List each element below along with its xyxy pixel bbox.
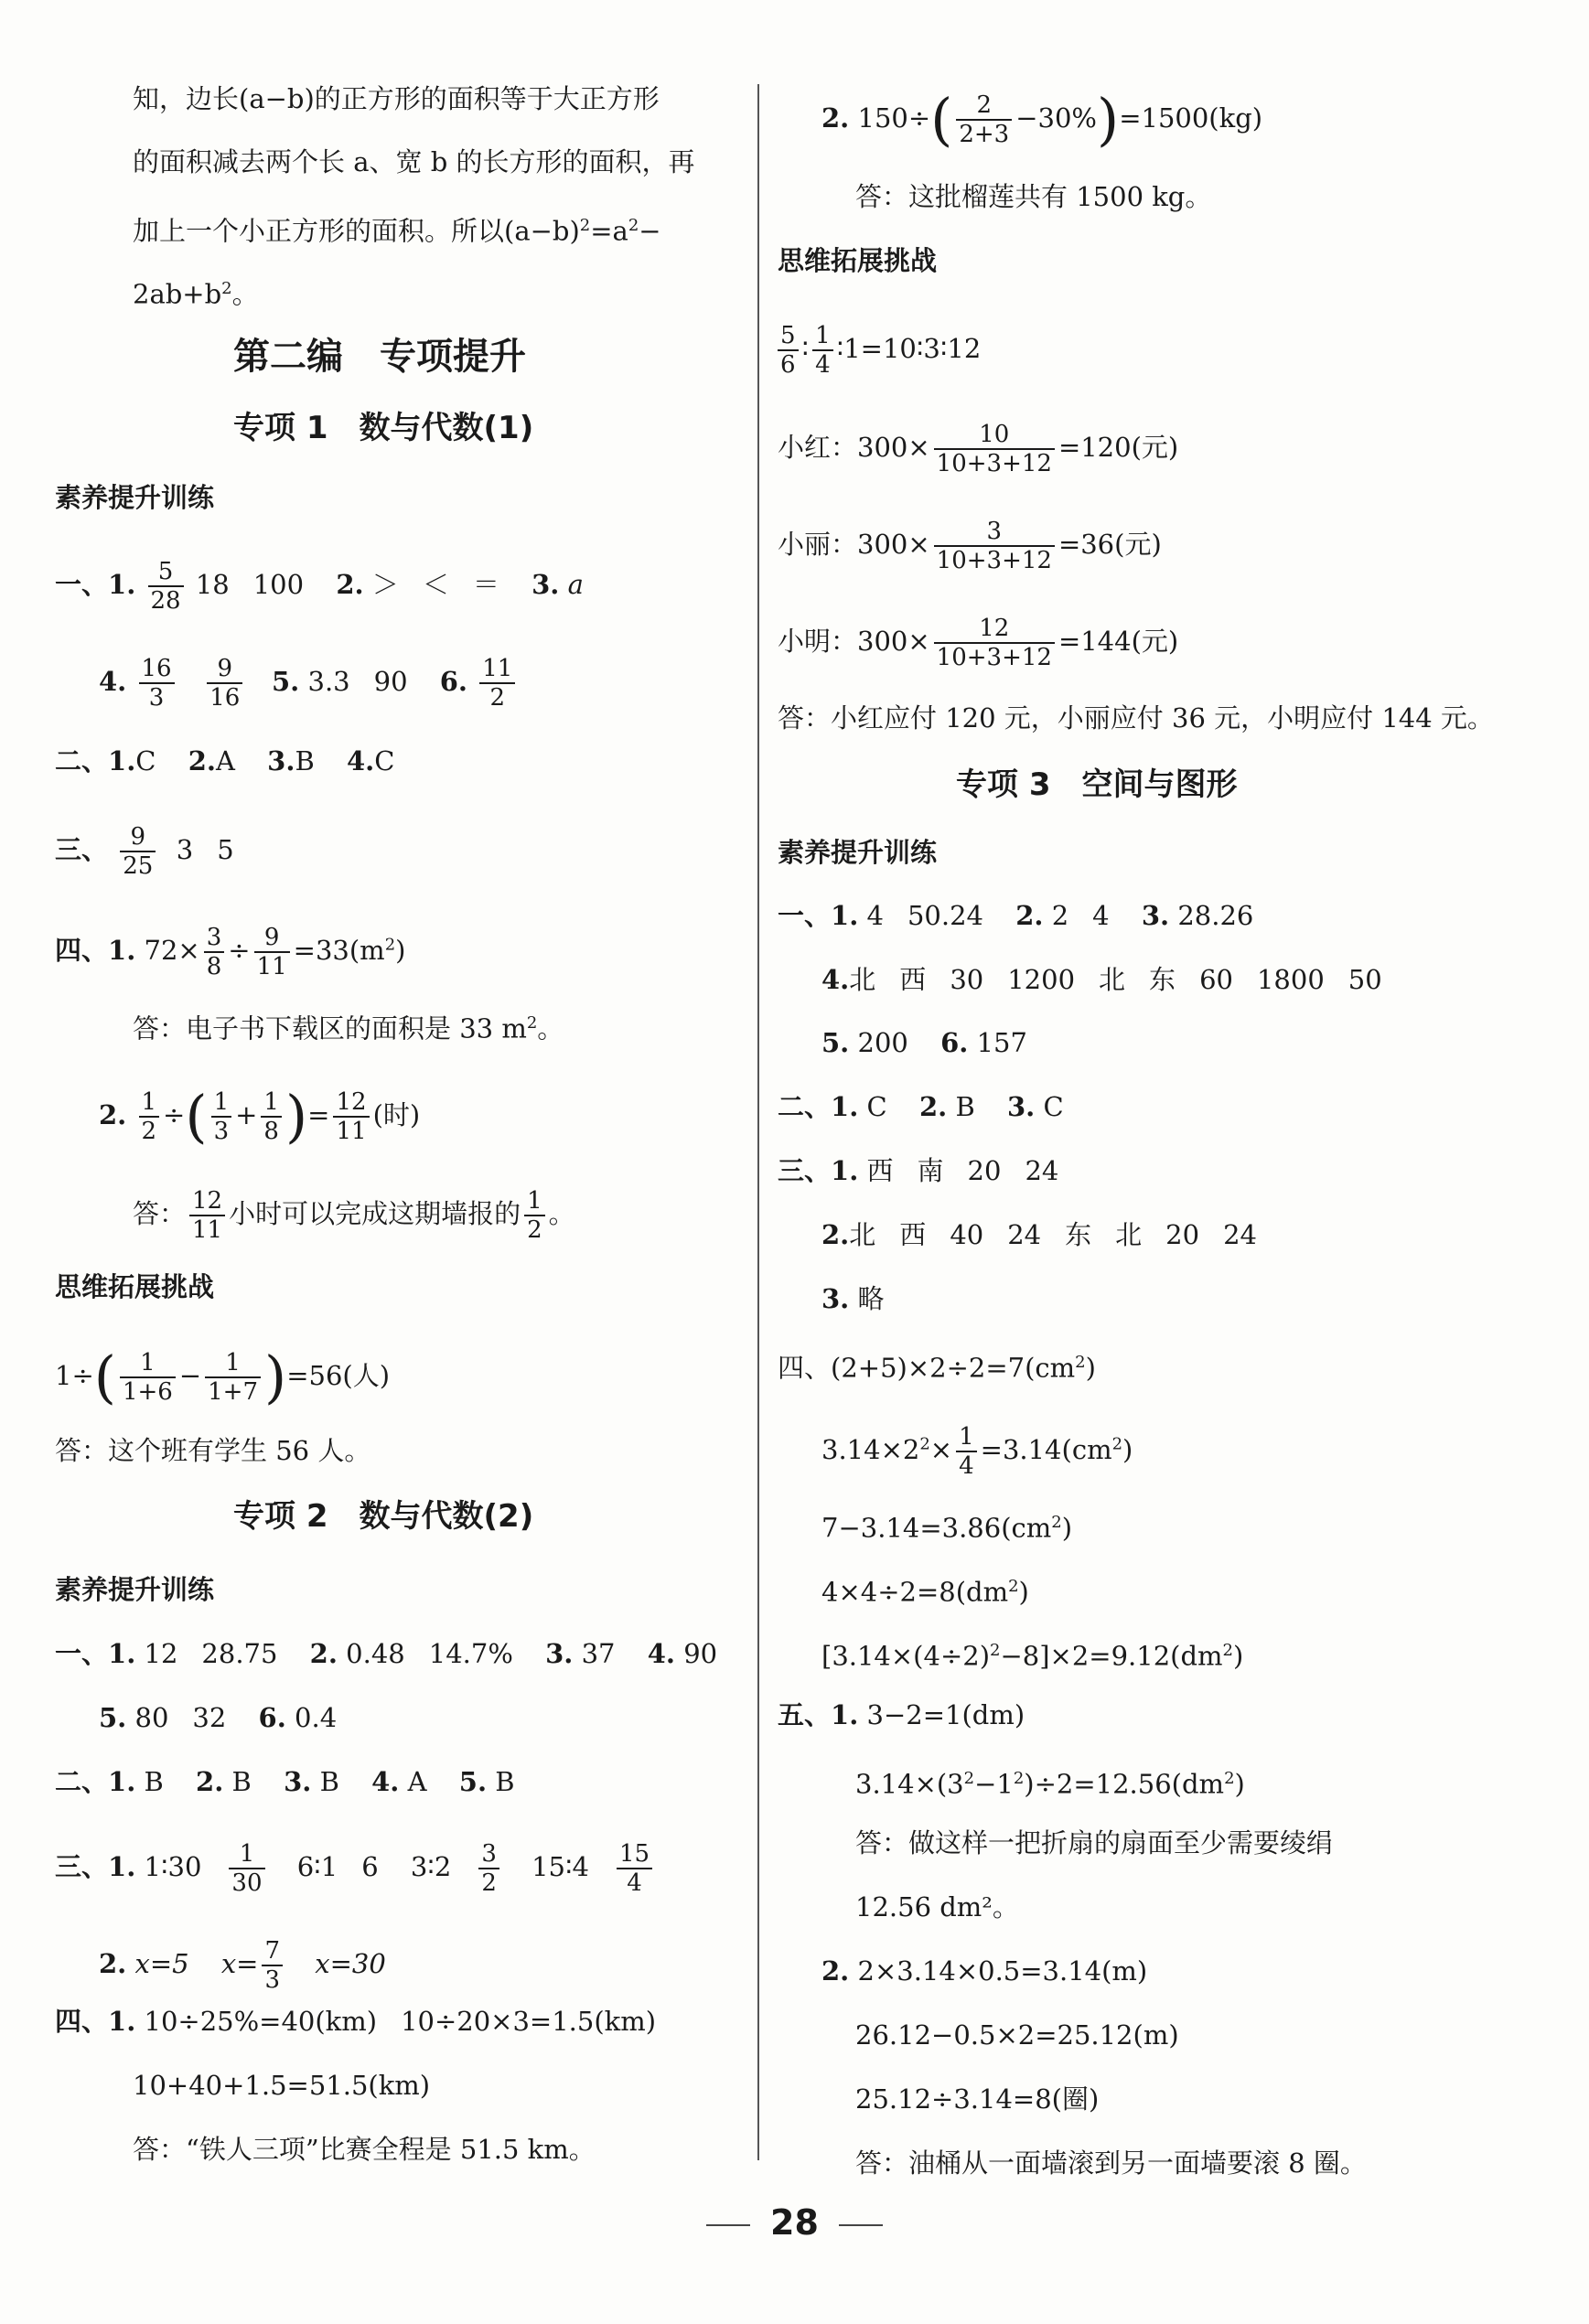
section-3-title: 专项 3 空间与图形	[956, 766, 1238, 803]
s1-answer-line-10: 答：这个班有学生 56 人。	[55, 1435, 371, 1466]
page-number: 28	[770, 2202, 819, 2243]
s2-answer-line-3: 二、1. B 2. B 3. B 4. A 5. B	[55, 1766, 515, 1797]
s3-answer-line-16: 12.56 dm²。	[855, 1891, 1019, 1922]
s3-answer-line-8: 四、$(2+5)\times 2\div 2=7(cm^2)$	[778, 1352, 1096, 1384]
s1-answer-line-4: 三、 $\frac{9}{25}$ 3 5	[55, 823, 234, 880]
s3-answer-line-3: 5. 200 6. 157	[821, 1027, 1027, 1058]
intro-line-4: $2ab+b^2$。	[133, 278, 259, 310]
s3-answer-line-13: 五、1. 3−2=1(dm)	[778, 1699, 1025, 1730]
s2-answer-line-7: 10+40+1.5=51.5(km)	[133, 2070, 431, 2101]
s3-answer-line-4: 二、1. C 2. B 3. C	[778, 1091, 1064, 1122]
column-divider	[757, 84, 759, 2160]
section-1-title: 专项 1 数与代数(1)	[233, 410, 534, 446]
footer-dash-right	[839, 2224, 883, 2226]
s2-answer-line-8: 答：“铁人三项”比赛全程是 51.5 km。	[133, 2134, 596, 2165]
r-answer-line-2: 答：这批榴莲共有 1500 kg。	[855, 181, 1212, 212]
s3-answer-line-18: 26.12−0.5×2=25.12(m)	[855, 2019, 1179, 2051]
s2-answer-line-6: 四、1. 10÷25%=40(km) 10÷20×3=1.5(km)	[55, 2006, 657, 2037]
s3-answer-line-9: $3.14\times 2^2\times$ $\frac{1}{4}$ $=3.14(cm^2)$	[821, 1423, 1133, 1480]
s1-answer-line-8: 答： $\frac{12}{11}$ 小时可以完成这期墙报的 $\frac{1}{2}$ 。	[133, 1187, 575, 1244]
s3-answer-line-1: 一、1. 4 50.24 2. 2 4 3. 28.26	[778, 900, 1254, 931]
s3-answer-line-11: $4\times 4\div 2=8(dm^2)$	[821, 1576, 1029, 1608]
s1-answer-line-3: 二、1.C 2.A 3.B 4.C	[55, 745, 395, 776]
s3-answer-line-2: 4.北 西 30 1200 北 东 60 1800 50	[821, 964, 1382, 995]
s3-answer-line-7: 3. 略	[821, 1283, 885, 1314]
s3-answer-line-17: 2. 2×3.14×0.5=3.14(m)	[821, 1955, 1148, 1987]
intro-line-2: 的面积减去两个长 a、宽 b 的长方形的面积，再	[133, 146, 695, 177]
s1-answer-line-9: 1÷( $\frac{1}{1+6}$ − $\frac{1}{1+7}$ )=56(人)	[55, 1344, 391, 1410]
r-answer-line-3: $\frac{5}{6}$ ∶ $\frac{1}{4}$ ∶1=10∶3∶12	[778, 322, 981, 379]
s1-subtitle-challenge: 思维拓展挑战	[55, 1271, 215, 1302]
s2-answer-line-1: 一、1. 12 28.75 2. 0.48 14.7% 3. 37 4. 90	[55, 1638, 718, 1669]
s3-answer-line-5: 三、1. 西 南 20 24	[778, 1155, 1059, 1186]
r-answer-line-7: 答：小红应付 120 元，小丽应付 36 元，小明应付 144 元。	[778, 702, 1494, 734]
s1-answer-line-2: 4. $\frac{16}{3}$ $\frac{9}{16}$ 5. 3.3 90 6. $\frac{11}{2}$	[99, 655, 519, 712]
s3-answer-line-15: 答：做这样一把折扇的扇面至少需要绫绢	[855, 1827, 1334, 1858]
s3-answer-line-10: $7-3.14=3.86(cm^2)$	[821, 1512, 1073, 1544]
s3-answer-line-6: 2.北 西 40 24 东 北 20 24	[821, 1219, 1257, 1250]
section-2-title: 专项 2 数与代数(2)	[233, 1498, 534, 1535]
r-answer-line-4: 小红：300× $\frac{10}{10+3+12}$ =120(元)	[778, 421, 1179, 477]
s3-answer-line-12: $[3.14\times(4\div 2)^2-8]\times 2=9.12(dm^2)$	[821, 1640, 1244, 1672]
s2-subtitle-training: 素养提升训练	[55, 1574, 215, 1605]
r-answer-line-6: 小明：300× $\frac{12}{10+3+12}$ =144(元)	[778, 615, 1179, 671]
r-answer-line-5: 小丽：300× $\frac{3}{10+3+12}$ =36(元)	[778, 518, 1162, 574]
part-title: 第二编 专项提升	[233, 336, 526, 378]
intro-line-3: 加上一个小正方形的面积。所以$(a-b)^2=a^2-$	[133, 215, 661, 247]
s1-answer-line-5: 四、1. 72× $\frac{3}{8}$ ÷ $\frac{9}{11}$ $=33(m^2)$	[55, 924, 406, 980]
s1-answer-line-1: 一、1. $\frac{5}{28}$ 18 100 2. ＞ ＜ ＝ 3. a	[55, 558, 584, 615]
s2-answer-line-2: 5. 80 32 6. 0.4	[99, 1702, 338, 1733]
s3-answer-line-19: 25.12÷3.14=8(圈)	[855, 2083, 1100, 2115]
s1-answer-line-7: 2. $\frac{1}{2}$ ÷( $\frac{1}{3}$ + $\frac{1}{8}$ )= $\frac{12}{11}$ (时)	[99, 1083, 421, 1150]
footer-dash-left	[706, 2224, 750, 2226]
s2-answer-line-4: 三、1. 1∶30 $\frac{1}{30}$ 6∶1 6 3∶2 $\frac{3}{2}$ 15∶4 $\frac{15}{4}$	[55, 1840, 656, 1897]
r-subtitle-challenge: 思维拓展挑战	[778, 245, 938, 276]
s3-answer-line-20: 答：油桶从一面墙滚到另一面墙要滚 8 圈。	[855, 2147, 1367, 2179]
s3-subtitle-training: 素养提升训练	[778, 837, 938, 868]
s1-answer-line-6: 答：电子书下载区的面积是 33 $m^2$。	[133, 1012, 564, 1044]
s3-answer-line-14: $3.14\times(3^2-1^2)\div 2=12.56(dm^2)$	[855, 1768, 1245, 1800]
s1-subtitle-training: 素养提升训练	[55, 482, 215, 513]
intro-line-1: 知，边长(a−b)的正方形的面积等于大正方形	[133, 83, 660, 114]
r-answer-line-1: 2. 150÷( $\frac{2}{2+3}$ −30%)=1500(kg)	[821, 86, 1263, 153]
page-footer	[0, 2202, 1589, 2243]
s2-answer-line-5: 2. x=5 x= $\frac{7}{3}$ x=30	[99, 1937, 386, 1994]
